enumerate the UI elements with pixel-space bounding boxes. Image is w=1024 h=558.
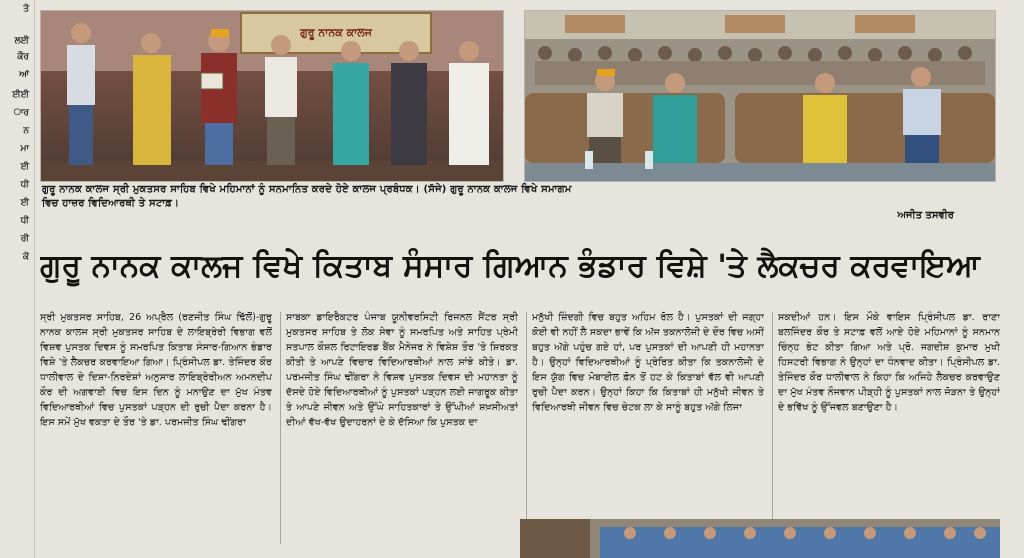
previous-column-fragment: [0, 0, 35, 558]
article-column-2: [286, 310, 518, 554]
article-headline: ਗੁਰੂ ਨਾਨਕ ਕਾਲਜ ਵਿਖੇ ਕਿਤਾਬ ਸੰਸਾਰ ਗਿਆਨ ਭੰਡਾਰ ਵਿਸ਼ੇ 'ਤੇ ਲੈਕਚਰ ਕਰਵਾਇਆ: [40, 248, 980, 284]
fragment-text: ਰੀ: [20, 234, 29, 244]
column-text: ਸ੍ਰੀ ਮੁਕਤਸਰ ਸਾਹਿਬ, 26 ਅਪ੍ਰੈਲ (ਰਣਜੀਤ ਸਿੰਘ ਢਿੱਲੋਂ)-ਗੁਰੂ ਨਾਨਕ ਕਾਲਜ ਸ੍ਰੀ ਮੁਕਤਸਰ ਸਾਹਿਬ ਦੇ ਲਾਇਬ੍ਰੇਰੀ ਵਿਭਾਗ ਵਲੋਂ ਵਿਸ਼ਵ ਪੁਸਤਕ ਦਿਵਸ ਨੂੰ ਸਮਰਪਿਤ ਕਿਤਾਬ ਸੰਸਾਰ-ਗਿਆਨ ਭੰਡਾਰ ਵਿਸ਼ੇ 'ਤੇ ਲੈਕਚਰ ਕਰਵਾਇਆ ਗਿਆ। ਪ੍ਰਿੰਸੀਪਲ ਡਾ. ਤੇਜਿੰਦਰ ਕੌਰ ਧਾਲੀਵਾਲ ਦੇ ਦਿਸ਼ਾ-ਨਿਰਦੇਸ਼ਾਂ ਅਨੁਸਾਰ ਲਾਇਬ੍ਰੇਰੀਅਨ ਅਮਨਦੀਪ ਕੌਰ ਦੀ ਅਗਵਾਈ ਵਿਚ ਇਸ ਦਿਨ ਨੂੰ ਮਨਾਉਣ ਦਾ ਮੁੱਖ ਮੰਤਵ ਵਿਦਿਆਰਥੀਆਂ ਵਿਚ ਪੁਸਤਕਾਂ ਪੜ੍ਹਨ ਦੀ ਰੁਚੀ ਪੈਦਾ ਕਰਨਾ ਹੈ। ਇਸ ਸਮੇਂ ਮੁੱਖ ਵਕਤਾ ਦੇ ਤੌਰ 'ਤੇ ਡਾ. ਪਰਮਜੀਤ ਸਿੰਘ ਢੀਂਗਰਾ: [40, 312, 272, 428]
article-column-1: [40, 310, 272, 554]
fragment-text: ਾਰ: [13, 108, 29, 118]
sofa: [735, 93, 995, 163]
fragment-text: ਮਾ: [20, 144, 29, 154]
fragment-text: ਆਂ: [19, 70, 29, 80]
photo-credit: ਅਜੀਤ ਤਸਵੀਰ: [897, 210, 954, 221]
article-column-3: [532, 310, 764, 516]
photo-honoring-guests: [40, 10, 504, 182]
column-text: ਮਨੁੱਖੀ ਜ਼ਿੰਦਗੀ ਵਿਚ ਬਹੁਤ ਅਹਿਮ ਰੋਲ ਹੈ। ਪੁਸਤਕਾਂ ਦੀ ਜਗ੍ਹਾ ਕੋਈ ਵੀ ਨਹੀਂ ਲੈ ਸਕਦਾ ਭਾਵੇਂ ਕਿ ਅੱਜ ਤਕਨਾਲੋਜੀ ਦੇ ਦੌਰ ਵਿਚ ਅਸੀਂ ਬਹੁਤ ਅੱਗੇ ਪਹੁੰਚ ਗਏ ਹਾਂ, ਪਰ ਪੁਸਤਕਾਂ ਦੀ ਆਪਣੀ ਹੀ ਮਹਾਨਤਾ ਹੈ। ਉਨ੍ਹਾਂ ਵਿਦਿਆਰਥੀਆਂ ਨੂੰ ਪ੍ਰੇਰਿਤ ਕੀਤਾ ਕਿ ਤਕਨਾਲੋਜੀ ਦੇ ਇਸ ਯੁੱਗ ਵਿਚ ਮੋਬਾਈਲ ਫ਼ੋਨ ਤੋਂ ਹਟ ਕੇ ਕਿਤਾਬਾਂ ਵੱਲ ਵੀ ਆਪਣੀ ਰੁਚੀ ਪੈਦਾ ਕਰਨ। ਉਨ੍ਹਾਂ ਕਿਹਾ ਕਿ ਕਿਤਾਬਾਂ ਹੀ ਮਨੁੱਖੀ ਜੀਵਨ ਤੇ ਵਿਦਿਆਰਥੀ ਜੀਵਨ ਵਿਚ ਚੇਟਕ ਲਾ ਕੇ ਸਾਨੂੰ ਬਹੁਤ ਅੱਗੇ ਲਿਜਾ: [532, 312, 764, 413]
column-divider: [772, 312, 773, 544]
fragment-text: ਕੋ: [22, 252, 29, 262]
column-divider: [526, 312, 527, 544]
next-story-photo: [520, 519, 1000, 558]
column-divider: [280, 312, 281, 544]
article-column-4: [778, 310, 1000, 516]
photo-audience: [524, 10, 996, 182]
column-text: ਸਕਦੀਆਂ ਹਨ। ਇਸ ਮੌਕੇ ਵਾਇਸ ਪ੍ਰਿੰਸੀਪਲ ਡਾ. ਰਾਣਾ ਬਲਜਿੰਦਰ ਕੌਰ ਤੇ ਸਟਾਫ਼ ਵਲੋਂ ਆਏ ਹੋਏ ਮਹਿਮਾਨਾਂ ਨੂੰ ਸਨਮਾਨ ਚਿੰਨ੍ਹ ਭੇਟ ਕੀਤਾ ਗਿਆ ਅਤੇ ਪ੍ਰੋ. ਜਗਦੀਸ਼ ਕੁਮਾਰ ਮੁਖੀ ਹਿਸਟਰੀ ਵਿਭਾਗ ਨੇ ਉਨ੍ਹਾਂ ਦਾ ਧੰਨਵਾਦ ਕੀਤਾ। ਪ੍ਰਿੰਸੀਪਲ ਡਾ. ਤੇਜਿੰਦਰ ਕੌਰ ਧਾਲੀਵਾਲ ਨੇ ਕਿਹਾ ਕਿ ਅਜਿਹੇ ਲੈਕਚਰ ਕਰਵਾਉਣ ਦਾ ਮੁੱਖ ਮੰਤਵ ਨੌਜਵਾਨ ਪੀੜ੍ਹੀ ਨੂੰ ਪੁਸਤਕਾਂ ਨਾਲ ਜੋੜਨਾ ਤੇ ਉਨ੍ਹਾਂ ਦੇ ਭਵਿੱਖ ਨੂੰ ਉੱਜਵਲ ਬਣਾਉਣਾ ਹੈ।: [778, 312, 1000, 413]
fragment-text: ਨ: [23, 126, 29, 136]
photo-caption-line-1: ਗੁਰੂ ਨਾਨਕ ਕਾਲਜ ਸ੍ਰੀ ਮੁਕਤਸਰ ਸਾਹਿਬ ਵਿਖੇ ਮਹਿਮਾਨਾਂ ਨੂੰ ਸਨਮਾਨਿਤ ਕਰਦੇ ਹੋਏ ਕਾਲਜ ਪ੍ਰਬੰਧਕ। (ਸੱਜੇ) ਗੁਰੂ ਨਾਨਕ ਕਾਲਜ ਵਿਖੇ ਸਮਾਗਮ: [42, 184, 572, 195]
fragment-text: ਤੋ: [23, 4, 29, 14]
column-text: ਸਾਬਕਾ ਡਾਇਰੈਕਟਰ ਪੰਜਾਬ ਯੂਨੀਵਰਸਿਟੀ ਰਿਜਨਲ ਸੈਂਟਰ ਸ੍ਰੀ ਮੁਕਤਸਰ ਸਾਹਿਬ ਤੇ ਲੋਕ ਸੇਵਾ ਨੂੰ ਸਮਰਪਿਤ ਅਤੇ ਸਾਹਿਤ ਪ੍ਰੇਮੀ ਸਤਪਾਲ ਕੌਸ਼ਲ ਰਿਟਾਇਰਡ ਬੈਂਕ ਮੈਨੇਜਰ ਨੇ ਵਿਸ਼ੇਸ਼ ਤੌਰ 'ਤੇ ਸ਼ਿਰਕਤ ਕੀਤੀ ਤੇ ਆਪਣੇ ਵਿਚਾਰ ਵਿਦਿਆਰਥੀਆਂ ਨਾਲ ਸਾਂਝੇ ਕੀਤੇ। ਡਾ. ਪਰਮਜੀਤ ਸਿੰਘ ਢੀਂਗਰਾ ਨੇ ਵਿਸ਼ਵ ਪੁਸਤਕ ਦਿਵਸ ਦੀ ਮਹਾਨਤਾ ਨੂੰ ਦੱਸਦੇ ਹੋਏ ਵਿਦਿਆਰਥੀਆਂ ਨੂੰ ਪੁਸਤਕਾਂ ਪੜ੍ਹਨ ਲਈ ਜਾਗਰੂਕ ਕੀਤਾ ਤੇ ਆਪਣੇ ਜੀਵਨ ਅਤੇ ਉੱਘੇ ਸਾਹਿਤਕਾਰਾਂ ਤੇ ਉੱਘੀਆਂ ਸ਼ਖ਼ਸੀਅਤਾਂ ਦੀਆਂ ਵੱਖ-ਵੱਖ ਉਦਾਹਰਨਾਂ ਦੇ ਕੇ ਦੱਸਿਆ ਕਿ ਪੁਸਤਕ ਦਾ: [286, 312, 518, 428]
photo-caption-line-2: ਵਿਚ ਹਾਜ਼ਰ ਵਿਦਿਆਰਥੀ ਤੇ ਸਟਾਫ਼।: [42, 198, 180, 209]
fragment-text: ਲਈ: [14, 36, 29, 46]
fragment-text: ਈ: [20, 198, 29, 208]
fragment-text: ਈਈ: [12, 90, 29, 100]
fragment-text: ਧੀ: [20, 216, 29, 226]
banner-text: ਗੁਰੂ ਨਾਨਕ ਕਾਲਜ: [300, 26, 372, 39]
fragment-text: ਕੌਰ: [17, 52, 29, 62]
fragment-text: ਈ: [20, 162, 29, 172]
fragment-text: ਧੀ: [20, 180, 29, 190]
